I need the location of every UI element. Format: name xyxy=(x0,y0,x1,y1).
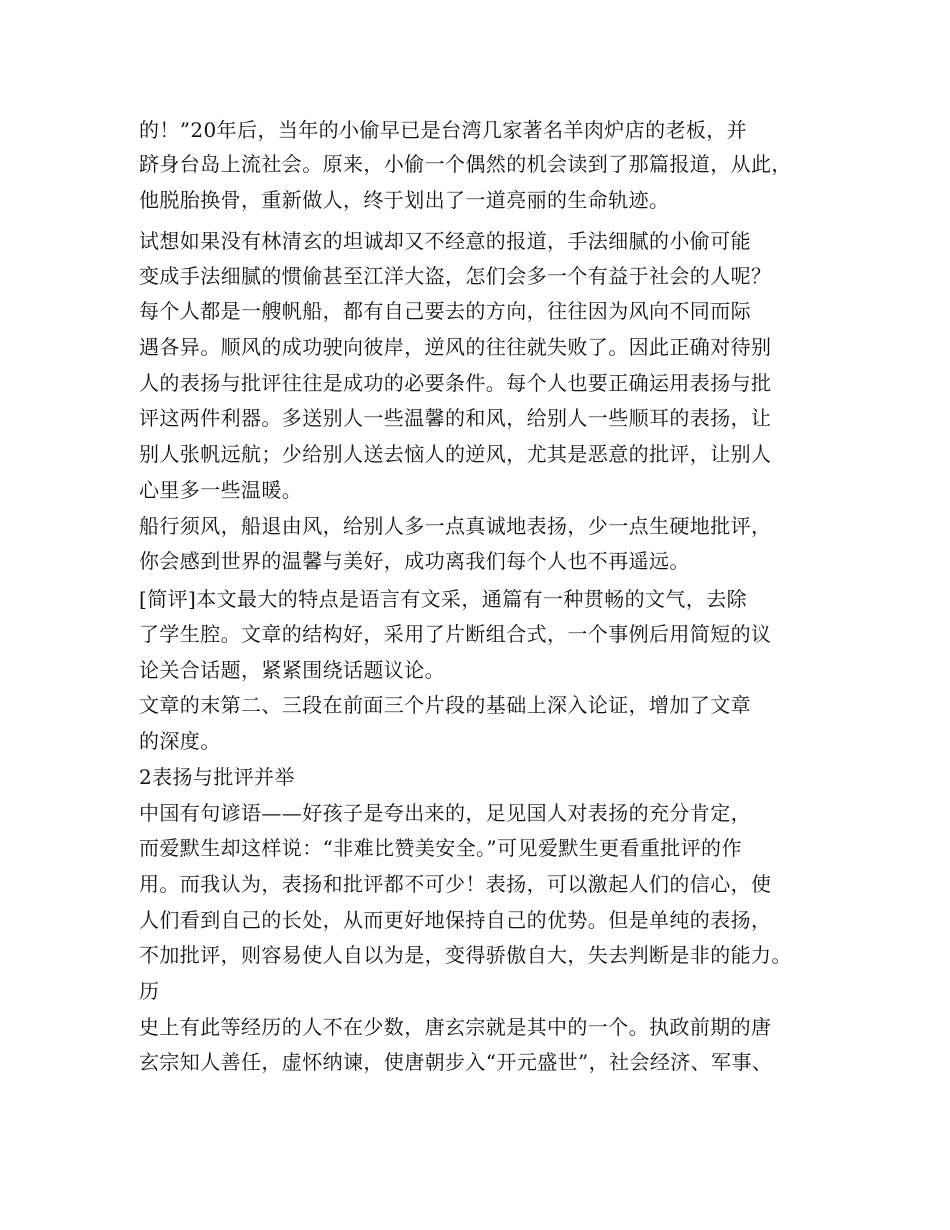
text-line: 评这两件利器。多送别人一些温馨的和风，给别人一些顺耳的表扬，让 xyxy=(139,406,772,430)
text-line: 船行须风，船退由风，给别人多一点真诚地表扬，少一点生硬地批评， xyxy=(139,514,772,538)
text-line: 而爱默生却这样说：“非难比赞美安全。”可见爱默生更看重批评的作 xyxy=(139,836,742,860)
text-line: 他脱胎换骨，重新做人，终于划出了一道亮丽的生命轨迹。 xyxy=(139,188,670,212)
text-line: 试想如果没有林清玄的坦诚却又不经意的报道，手法细腻的小偷可能 xyxy=(139,229,751,253)
text-line: 不加批评，则容易使人自以为是，变得骄傲自大，失去判断是非的能力。 xyxy=(139,943,792,967)
text-line: 中国有句谚语——好孩子是夸出来的，足见国人对表扬的充分肯定， xyxy=(139,801,751,825)
text-line: 文章的末第二、三段在前面三个片段的基础上深入论证，增加了文章 xyxy=(139,693,751,717)
text-line: 跻身台岛上流社会。原来，小偷一个偶然的机会读到了那篇报道，从此， xyxy=(139,152,792,176)
text-line: 别人张帆远航；少给别人送去恼人的逆风，尤其是恶意的批评，让别人 xyxy=(139,442,772,466)
section-heading: 2表扬与批评并举 xyxy=(139,765,295,789)
text-line: 的！”20年后，当年的小偷早已是台湾几家著名羊肉炉店的老板，并 xyxy=(139,118,748,142)
text-line: 玄宗知人善任，虚怀纳谏，使唐朝步入“开元盛世”，社会经济、军事、 xyxy=(139,1050,773,1074)
text-line: 人们看到自己的长处，从而更好地保持自己的优势。但是单纯的表扬， xyxy=(139,908,772,932)
text-line: 史上有此等经历的人不在少数，唐玄宗就是其中的一个。执政前期的唐 xyxy=(139,1015,772,1039)
text-line: 变成手法细腻的惯偷甚至江洋大盗，怎们会多一个有益于社会的人呢？ xyxy=(139,264,772,288)
text-line: 历 xyxy=(139,979,160,1003)
text-line: 你会感到世界的温馨与美好，成功离我们每个人也不再遥远。 xyxy=(139,549,690,573)
text-line: 用。而我认为，表扬和批评都不可少！表扬，可以激起人们的信心，使 xyxy=(139,872,772,896)
text-line: 人的表扬与批评往往是成功的必要条件。每个人也要正确运用表扬与批 xyxy=(139,371,772,395)
text-line: 的深度。 xyxy=(139,729,221,753)
text-line: 每个人都是一艘帆船，都有自己要去的方向，往往因为风向不同而际 xyxy=(139,299,751,323)
text-line: 心里多一些温暖。 xyxy=(139,478,303,502)
text-line: 遇各异。顺风的成功驶向彼岸，逆风的往往就失败了。因此正确对待别 xyxy=(139,335,772,359)
text-line: [简评]本文最大的特点是语言有文采，通篇有一种贯畅的文气，去除 xyxy=(139,587,748,611)
text-line: 论关合话题，紧紧围绕话题议论。 xyxy=(139,658,445,682)
text-line: 了学生腔。文章的结构好，采用了片断组合式，一个事例后用简短的议 xyxy=(139,622,772,646)
